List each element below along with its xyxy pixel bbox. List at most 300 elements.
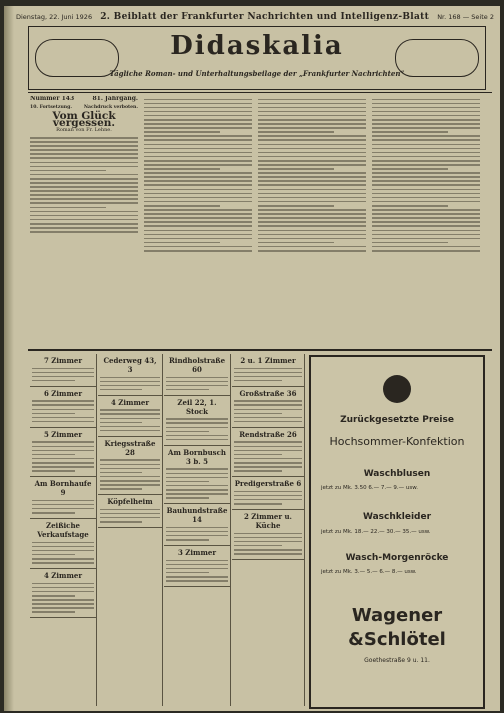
classified-ad (30, 569, 96, 618)
text-line (166, 477, 228, 479)
text-line (100, 418, 160, 420)
text-line (234, 545, 282, 547)
text-line (234, 454, 282, 456)
text-line (372, 123, 480, 125)
text-line (372, 230, 480, 232)
text-line (166, 560, 228, 562)
text-line (32, 441, 94, 443)
classified-ad (98, 437, 162, 495)
ad-item-prices: jetzt zu Mk. 18.— 22.— 30.— 35.— usw. (321, 529, 431, 535)
text-line (100, 517, 160, 519)
classified-ad (232, 387, 304, 428)
masthead-title: Didaskalia (170, 31, 344, 61)
text-line (32, 603, 94, 605)
text-line (166, 422, 228, 424)
text-line (32, 542, 94, 544)
text-line (30, 190, 138, 192)
text-line (100, 484, 160, 486)
text-line (144, 172, 252, 174)
text-line (372, 156, 480, 158)
text-line (144, 156, 252, 158)
text-line (144, 225, 252, 227)
text-line (234, 409, 302, 411)
text-line (32, 562, 94, 564)
article-year: 81. Jahrgang. (92, 96, 138, 102)
ads-column-1 (30, 354, 97, 706)
text-line (258, 213, 366, 215)
classified-ad (98, 396, 162, 437)
store-logo-icon (383, 375, 411, 403)
text-line (258, 131, 334, 133)
article-column-1 (30, 96, 138, 346)
text-line (258, 156, 366, 158)
text-line (372, 135, 480, 137)
classified-ad-heading: Cederweg 43, 3 (103, 356, 157, 374)
text-line (144, 221, 252, 223)
text-line (100, 459, 160, 461)
text-line (30, 231, 138, 233)
text-line (144, 168, 220, 170)
text-line (32, 368, 94, 370)
article-column-3 (258, 96, 366, 346)
article-meta (30, 96, 138, 103)
classified-ad-heading: Zeil 22, 1. Stock (177, 397, 217, 416)
ads-column-2 (98, 354, 163, 706)
text-line (234, 470, 282, 472)
text-line (32, 413, 75, 415)
section-divider (28, 349, 492, 351)
text-line (32, 450, 94, 452)
classified-ad-heading: 5 Zimmer (43, 429, 83, 439)
text-line (372, 205, 448, 207)
classified-ad (164, 446, 230, 504)
article-text (30, 137, 138, 233)
text-line (144, 205, 220, 207)
text-line (234, 462, 302, 464)
issue-number: Nr. 168 — Seite 2 (437, 13, 494, 21)
text-line (258, 230, 366, 232)
text-line (32, 611, 75, 613)
brand-name-2: &Schlötel (348, 629, 446, 650)
text-line (32, 558, 94, 560)
header-line (16, 10, 494, 24)
text-line (30, 207, 106, 209)
classified-ad-heading: 6 Zimmer (43, 388, 83, 398)
text-line (234, 400, 302, 402)
brand-name: Wagener (351, 605, 443, 626)
text-line (234, 499, 302, 501)
text-line (258, 103, 366, 105)
text-line (234, 441, 302, 443)
text-line (234, 368, 302, 370)
text-line (234, 491, 302, 493)
text-line (258, 160, 366, 162)
text-line (166, 431, 209, 433)
text-line (32, 446, 94, 448)
text-line (372, 197, 480, 199)
text-line (32, 599, 94, 601)
fashion-advertisement (309, 355, 485, 709)
classified-ad-heading: Am Bornbusch 3 b. 5 (168, 447, 226, 466)
text-line (372, 238, 480, 240)
text-line (144, 217, 252, 219)
text-line (234, 458, 302, 460)
classified-ad-heading: Zeißiche Verkaufstage (37, 521, 89, 540)
text-line (30, 202, 138, 204)
text-line (30, 215, 138, 217)
text-line (166, 389, 209, 391)
text-line (372, 144, 480, 146)
text-line (234, 541, 302, 543)
text-line (234, 404, 302, 406)
text-line (144, 107, 252, 109)
text-line (30, 219, 138, 221)
text-line (32, 512, 75, 514)
text-line (32, 508, 94, 510)
text-line (30, 178, 138, 180)
text-line (30, 166, 138, 168)
text-line (30, 174, 138, 176)
text-line (258, 234, 366, 236)
text-line (258, 197, 366, 199)
text-line (100, 409, 160, 411)
text-line (32, 400, 94, 402)
text-line (32, 504, 94, 506)
text-line (144, 99, 252, 101)
classified-ad-heading: 2 u. 1 Zimmer (240, 356, 296, 365)
article-note-left: 10. Fortsetzung. (30, 104, 72, 110)
text-line (258, 180, 366, 182)
text-line (166, 427, 228, 429)
classified-ad-heading: Großstraße 36 (239, 388, 297, 398)
classified-ad-heading: 7 Zimmer (43, 356, 83, 365)
text-line (32, 466, 94, 468)
text-line (258, 217, 366, 219)
text-line (372, 160, 480, 162)
text-line (258, 193, 366, 195)
classified-ad-heading: Kriegsstraße 28 (104, 438, 156, 457)
text-line (234, 417, 302, 419)
text-line (258, 221, 366, 223)
text-line (166, 435, 228, 437)
text-line (144, 184, 252, 186)
newspaper-page (4, 6, 500, 711)
text-line (144, 230, 252, 232)
masthead (28, 26, 486, 90)
text-line (32, 417, 94, 419)
text-line (32, 454, 75, 456)
text-line (32, 607, 94, 609)
classified-ad-heading: 4 Zimmer (43, 571, 83, 581)
text-line (166, 539, 209, 541)
text-line (144, 103, 252, 105)
text-line (258, 119, 366, 121)
text-line (32, 550, 94, 552)
text-line (144, 160, 252, 162)
text-line (234, 380, 282, 382)
classified-ad (30, 354, 96, 387)
text-line (32, 554, 75, 556)
text-line (30, 145, 138, 147)
article-note-right: Nachdruck verboten. (83, 104, 138, 110)
text-line (258, 250, 366, 252)
classified-ad (232, 477, 304, 510)
text-line (166, 473, 228, 475)
ad-item-name: Waschblusen (363, 469, 431, 479)
text-line (372, 201, 480, 203)
text-line (144, 242, 220, 244)
article-author: Roman von Fr. Lehne. (56, 127, 112, 134)
page-spine (4, 6, 14, 711)
classified-ad-heading: 4 Zimmer (110, 397, 150, 407)
text-line (372, 209, 480, 211)
text-line (372, 176, 480, 178)
text-line (32, 372, 94, 374)
text-line (144, 193, 252, 195)
issue-date: Dienstag, 22. Juni 1926 (16, 13, 93, 21)
text-line (234, 446, 302, 448)
classified-ad (30, 519, 96, 569)
article-column-2 (144, 96, 252, 346)
text-line (32, 462, 94, 464)
text-line (258, 135, 366, 137)
text-line (258, 99, 366, 101)
text-line (234, 533, 302, 535)
text-line (258, 107, 366, 109)
text-line (144, 139, 252, 141)
text-line (258, 201, 366, 203)
text-line (372, 234, 480, 236)
text-line (166, 385, 228, 387)
text-line (100, 464, 160, 466)
text-line (144, 131, 220, 133)
text-line (372, 225, 480, 227)
classified-ad-heading: 3 Zimmer (177, 548, 217, 558)
text-line (144, 213, 252, 215)
text-line (144, 201, 252, 203)
text-line (144, 238, 252, 240)
article-column-4 (372, 96, 480, 346)
text-line (258, 209, 366, 211)
text-line (144, 119, 252, 121)
classified-ad (232, 510, 304, 560)
text-line (234, 421, 302, 423)
text-line (372, 131, 448, 133)
text-line (144, 234, 252, 236)
divider (28, 92, 492, 93)
text-line (30, 137, 138, 139)
text-line (258, 242, 334, 244)
classified-ad-heading: Rindholstraße 60 (168, 356, 226, 374)
text-line (372, 103, 480, 105)
text-line (166, 580, 228, 582)
classified-ad-heading: Predigerstraße 6 (234, 479, 302, 489)
text-line (32, 587, 94, 589)
text-line (372, 115, 480, 117)
text-line (372, 168, 448, 170)
text-line (32, 409, 94, 411)
text-line (166, 564, 228, 566)
text-line (32, 380, 75, 382)
text-line (372, 221, 480, 223)
classified-ad-heading: Bauhundstraße 14 (166, 506, 228, 525)
text-line (258, 144, 366, 146)
text-line (258, 189, 366, 191)
text-line (100, 426, 160, 428)
text-line (166, 377, 228, 379)
text-line (100, 513, 160, 515)
text-line (100, 476, 160, 478)
text-line (166, 493, 228, 495)
text-line (144, 250, 252, 252)
text-line (166, 481, 209, 483)
text-line (258, 184, 366, 186)
text-line (372, 250, 480, 252)
text-line (234, 503, 282, 505)
text-line (258, 115, 366, 117)
text-line (372, 180, 480, 182)
text-line (30, 162, 138, 164)
text-line (30, 211, 138, 213)
text-line (32, 404, 94, 406)
text-line (144, 180, 252, 182)
text-line (258, 168, 334, 170)
text-line (100, 480, 160, 482)
text-line (30, 141, 138, 143)
text-line (144, 246, 252, 248)
text-line (30, 170, 106, 172)
text-line (372, 246, 480, 248)
classified-ad (164, 546, 230, 587)
text-line (372, 139, 480, 141)
classified-ad (30, 477, 96, 519)
text-line (258, 111, 366, 113)
text-line (144, 111, 252, 113)
ad-title: Zurückgesetzte Preise (340, 415, 454, 425)
text-line (30, 194, 138, 196)
text-line (144, 209, 252, 211)
text-line (166, 535, 228, 537)
text-line (30, 186, 138, 188)
text-line (144, 135, 252, 137)
text-line (166, 568, 228, 570)
text-line (166, 497, 209, 499)
classified-ad-heading: Köpfelheim (107, 497, 153, 507)
text-line (166, 418, 228, 420)
text-line (144, 164, 252, 166)
text-line (100, 422, 142, 424)
text-line (144, 115, 252, 117)
text-line (372, 189, 480, 191)
text-line (32, 421, 94, 423)
text-line (30, 227, 138, 229)
text-line (258, 176, 366, 178)
text-line (30, 198, 138, 200)
text-line (166, 381, 228, 383)
text-line (100, 381, 160, 383)
text-line (258, 152, 366, 154)
text-line (258, 172, 366, 174)
text-line (144, 144, 252, 146)
text-line (32, 500, 94, 502)
text-line (144, 152, 252, 154)
text-line (100, 377, 160, 379)
classified-ad (164, 396, 230, 446)
classified-ad (164, 504, 230, 546)
text-line (234, 450, 302, 452)
text-line (372, 193, 480, 195)
text-line (144, 197, 252, 199)
text-line (258, 238, 366, 240)
text-line (372, 111, 480, 113)
text-line (32, 595, 75, 597)
classified-ad-heading: Rendstraße 26 (239, 429, 297, 439)
text-line (100, 488, 142, 490)
text-line (32, 458, 94, 460)
text-line (372, 242, 448, 244)
text-line (372, 119, 480, 121)
text-line (166, 485, 228, 487)
text-line (30, 223, 138, 225)
text-line (166, 468, 228, 470)
classified-ad (232, 354, 304, 387)
text-line (32, 470, 75, 472)
text-line (372, 164, 480, 166)
text-line (372, 152, 480, 154)
text-line (234, 549, 302, 551)
text-line (166, 531, 228, 533)
text-line (258, 246, 366, 248)
text-line (100, 521, 142, 523)
text-line (166, 489, 228, 491)
text-line (372, 172, 480, 174)
text-line (32, 583, 94, 585)
store-address: Goethestraße 9 u. 11. (364, 657, 430, 664)
text-line (258, 139, 366, 141)
text-line (372, 107, 480, 109)
ad-item-prices: jetzt zu Mk. 3.— 5.— 6.— 8.— usw. (321, 569, 417, 575)
text-line (258, 148, 366, 150)
text-line (372, 213, 480, 215)
ads-column-3 (164, 354, 231, 706)
text-line (100, 430, 160, 432)
classified-ad (98, 495, 162, 528)
classified-ad-heading: 2 Zimmer u. Küche (244, 512, 292, 531)
text-line (234, 413, 282, 415)
classified-ad (30, 428, 96, 477)
ad-item-name: Waschkleider (362, 512, 432, 522)
text-line (258, 127, 366, 129)
text-line (258, 225, 366, 227)
text-line (234, 537, 302, 539)
text-line (166, 572, 209, 574)
text-line (166, 527, 228, 529)
text-line (100, 468, 160, 470)
text-line (166, 576, 228, 578)
text-line (144, 176, 252, 178)
text-line (166, 439, 228, 441)
classified-ad (232, 428, 304, 477)
text-line (372, 127, 480, 129)
text-line (372, 148, 480, 150)
text-line (100, 413, 160, 415)
classified-ad-heading: Am Bornhaufe 9 (34, 479, 92, 498)
text-line (258, 164, 366, 166)
text-line (30, 157, 138, 159)
text-line (30, 182, 138, 184)
ads-column-4 (232, 354, 305, 706)
text-line (32, 376, 94, 378)
